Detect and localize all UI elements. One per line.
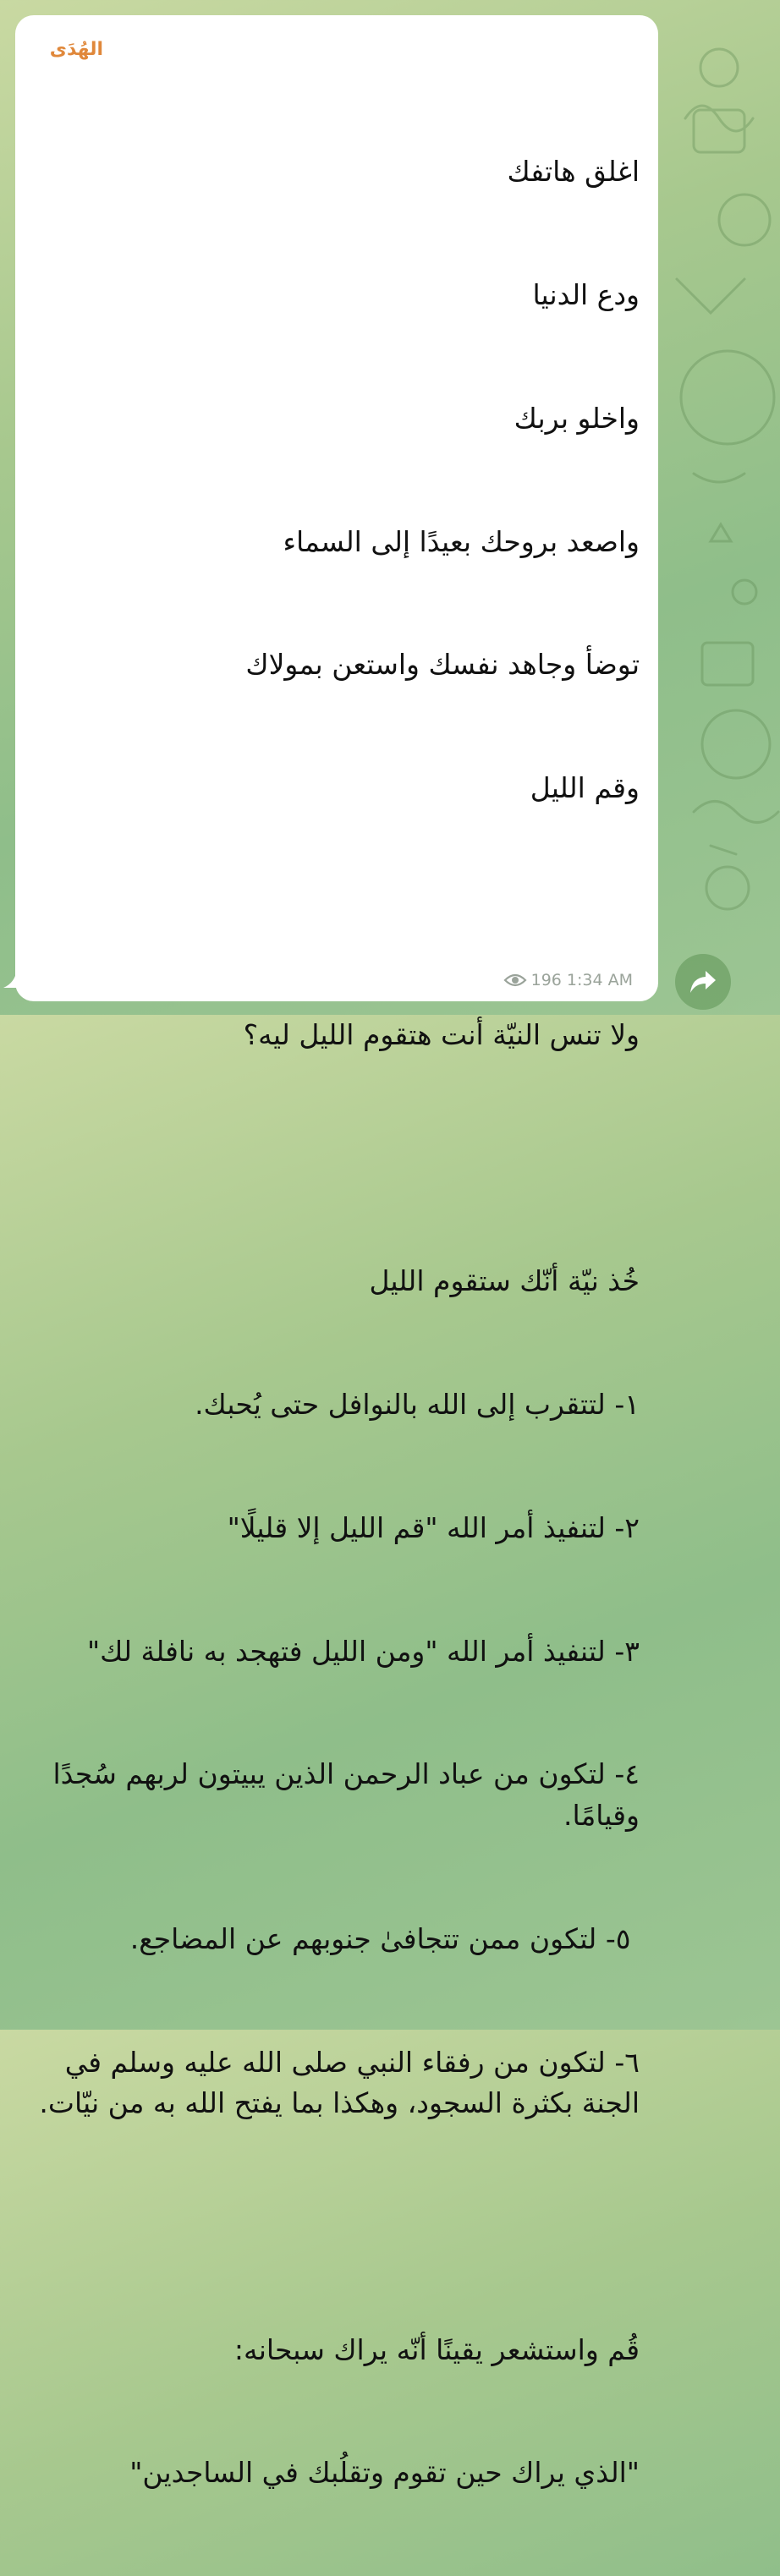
message-line: وقم الليل [530,771,640,805]
message-line: ٤- لتكون من عباد الرحمن الذين يبيتون لربهم سُجدًا وقيامًا. [43,1757,640,1832]
message-line: ٥- لتكون ممن تتجافىٰ جنوبهم عن المضاجع. [129,1921,640,1955]
message-text [39,69,640,2576]
message-line: ٣- لتنفيذ أمر الله "ومن الليل فتهجد به نافلة لك" [86,1634,640,1668]
bubble-tail [3,969,25,988]
message-line: توضأ وجاهد نفسك واستعن بمولاك [245,648,640,682]
message-meta [504,971,633,989]
eye-icon [504,973,526,988]
message-line: واخلو بربك [514,401,640,435]
message-blank-line [39,1137,640,1179]
message-line: واصعد بروحك بعيدًا إلى السماء [283,524,640,558]
message-line: ٢- لتنفيذ أمر الله "قم الليل إلا قليلًا" [227,1510,640,1544]
message-line: ولا تنس النيّة أنت هتقوم الليل ليه؟ [243,1017,640,1051]
message-line: ١- لتتقرب إلى الله بالنوافل حتى يُحبك. [195,1388,640,1421]
message-bubble[interactable] [15,15,658,2490]
view-count: 196 [530,971,562,989]
message-line: ودع الدنيا [532,277,640,311]
message-line: اغلق هاتفك [507,155,640,189]
message-time: 1:34 AM [566,971,633,989]
message-line: ٦- لتكون من رفقاء النبي صلى الله عليه وسلم في الجنة بكثرة السجود، وهكذا بما يفتح الله به من نيّات. [39,2045,640,2120]
message-line: "الذي يراك حين تقوم وتقلُبك في الساجدين" [129,2456,640,2490]
share-arrow-icon [689,969,717,995]
message-line: خُذ نيّة أنّك ستقوم الليل [369,1264,640,1298]
sender-name[interactable]: الهُدَى [49,39,103,60]
message-blank-line [39,2206,640,2248]
share-button[interactable] [675,954,731,1010]
message-blank-line [39,891,640,933]
message-line: قُم واستشعر يقينًا أنّه يراك سبحانه: [233,2332,640,2366]
